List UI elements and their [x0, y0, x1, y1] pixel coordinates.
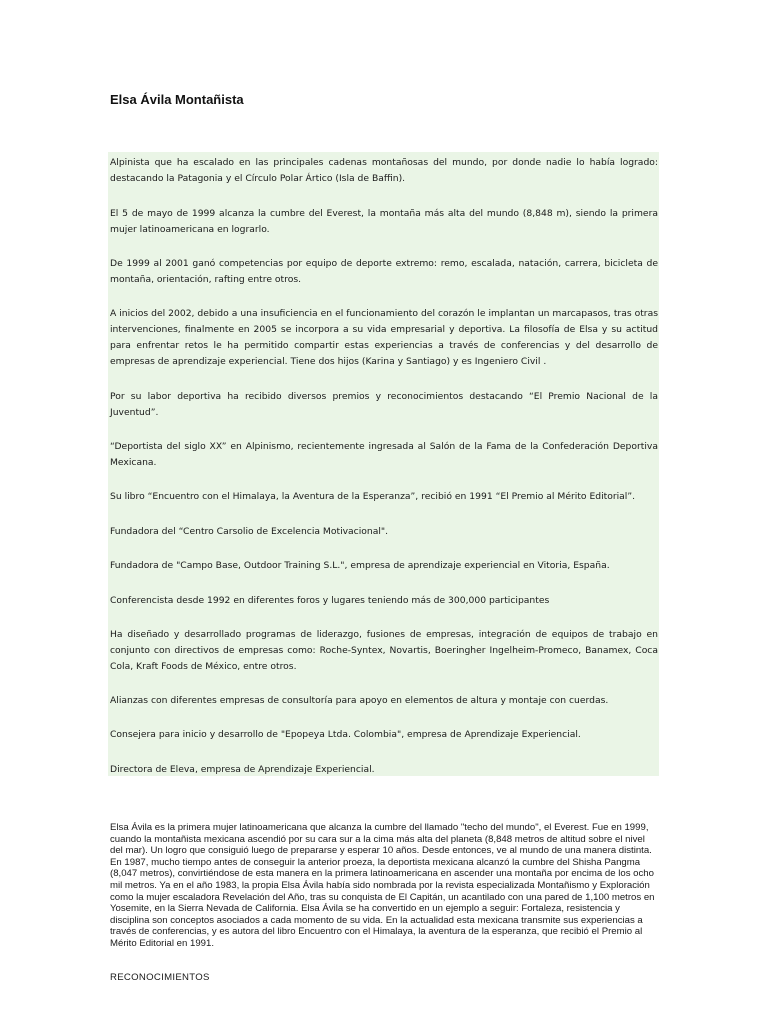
bio-paragraph: Por su labor deportiva ha recibido diversos premios y reconocimientos destacando “El Premio Nacional de la Juventud”.	[110, 391, 658, 418]
bio-paragraph: Fundadora de "Campo Base, Outdoor Training S.L.", empresa de aprendizaje experiencial en Vitoria, España.	[110, 560, 610, 571]
bio-paragraph: Alpinista que ha escalado en las principales cadenas montañosas del mundo, por donde nadie lo había logrado: destacando la Patagonia y el Círculo Polar Ártico (Isla de Baffin).	[110, 157, 658, 184]
bio-paragraph: El 5 de mayo de 1999 alcanza la cumbre del Everest, la montaña más alta del mundo (8,848 m), siendo la primera mujer latinoamericana en lograrlo.	[110, 208, 658, 235]
bio-paragraph: Conferencista desde 1992 en diferentes foros y lugares teniendo más de 300,000 participantes	[110, 595, 550, 606]
bio-paragraph: Su libro “Encuentro con el Himalaya, la Aventura de la Esperanza”, recibió en 1991 “El Premio al Mérito Editorial”.	[110, 491, 636, 502]
bio-paragraph: De 1999 al 2001 ganó competencias por equipo de deporte extremo: remo, escalada, natación, carrera, bicicleta de montaña, orientación, rafting entre otros.	[110, 258, 658, 285]
section-heading: RECONOCIMIENTOS	[110, 972, 210, 983]
bio-paragraph: Alianzas con diferentes empresas de consultoría para apoyo en elementos de altura y montaje con cuerdas.	[110, 695, 609, 706]
bio-paragraph: Directora de Eleva, empresa de Aprendizaje Experiencial.	[110, 764, 375, 775]
biography-body: Elsa Ávila es la primera mujer latinoamericana que alcanza la cumbre del llamado "techo del mundo", el Everest. Fue en 1999, cuando la montañista mexicana ascendió por su cara sur a la cima más alta del planeta (8,848 metros de altitud sobre el nivel del mar). Un logro que consiguió luego de prepararse y esperar 10 años. Desde entonces, ve al mundo de una manera distinta. En 1987, mucho tiempo antes de conseguir la anterior proeza, la deportista mexicana alcanzó la cumbre del Shisha Pangma (8,047 metros), convirtiéndose de esta manera en la primera latinoamericana en ascender una montaña por encima de los ocho mil metros. Ya en el año 1983, la propia Elsa Ávila había sido nombrada por la revista especializada Montañismo y Exploración como la mujer escaladora Revelación del Año, tras su conquista de El Capitán, un acantilado con una pared de 1,100 metros en Yosemite, en la Sierra Nevada de California. Elsa Ávila se ha convertido en un ejemplo a seguir: Fortaleza, resistencia y disciplina son conceptos asociados a cada momento de su vida. En la actualidad esta mexicana transmite sus experiencias a través de conferencias, y es autora del libro Encuentro con el Himalaya, la aventura de la esperanza, que recibió el Premio al Mérito Editorial en 1991.	[110, 822, 655, 949]
bio-paragraph: Consejera para inicio y desarrollo de "Epopeya Ltda. Colombia", empresa de Aprendizaje Experiencial.	[110, 729, 581, 740]
bio-paragraph: “Deportista del siglo XX” en Alpinismo, recientemente ingresada al Salón de la Fama de la Confederación Deportiva Mexicana.	[110, 441, 658, 468]
bio-paragraph: Fundadora del “Centro Carsolio de Excelencia Motivacional".	[110, 526, 389, 537]
bio-paragraph: A inicios del 2002, debido a una insuficiencia en el funcionamiento del corazón le implantan un marcapasos, tras otras intervenciones, finalmente en 2005 se incorpora a su vida empresarial y deportiva. La filosofía de Elsa y su actitud para enfrentar retos le ha permitido compartir estas experiencias a través de conferencias y del desarrollo de empresas de aprendizaje experiencial. Tiene dos hijos (Karina y Santiago) y es Ingeniero Civil .	[110, 308, 658, 367]
document-title: Elsa Ávila Montañista	[110, 92, 244, 107]
bio-paragraph: Ha diseñado y desarrollado programas de liderazgo, fusiones de empresas, integración de equipos de trabajo en conjunto con directivos de empresas como: Roche-Syntex, Novartis, Boeringher Ingelheim-Promeco, Banamex, Coca Cola, Kraft Foods de México, entre otros.	[110, 629, 658, 672]
